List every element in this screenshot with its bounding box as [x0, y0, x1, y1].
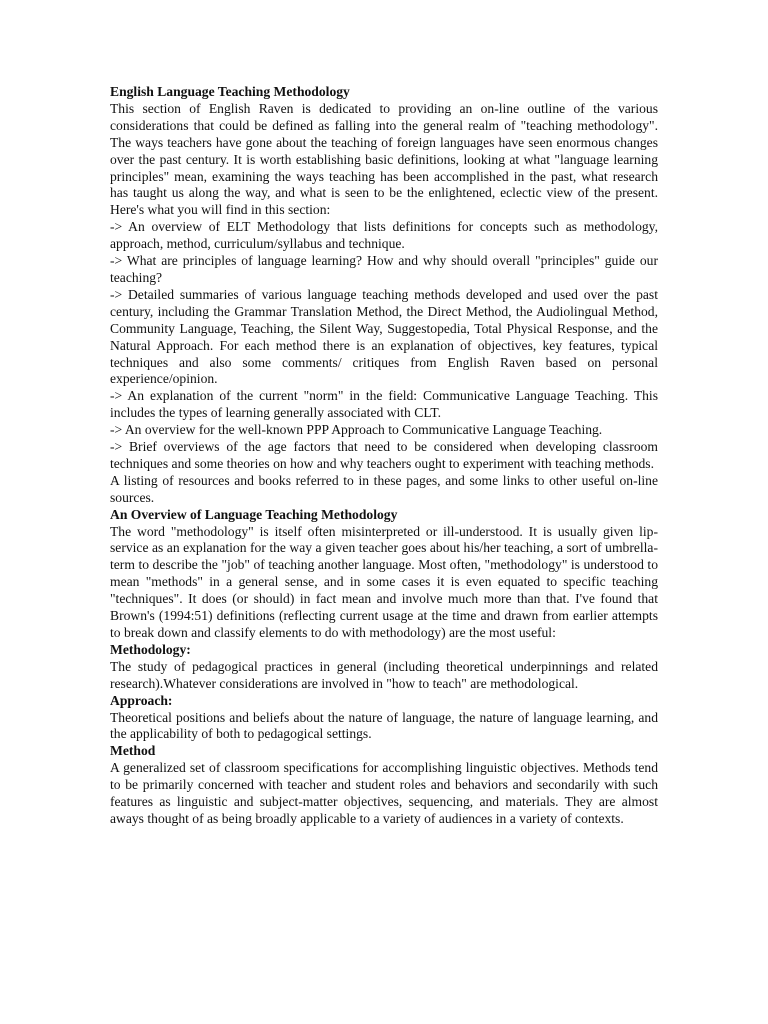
bullet-item: -> What are principles of language learning? How and why should overall "principles" guide our teaching? — [110, 253, 658, 285]
bullet-item: -> An explanation of the current "norm" in the field: Communicative Language Teaching. This includes the types of learning generally associated with CLT. — [110, 388, 658, 421]
overview-heading: An Overview of Language Teaching Methodology — [110, 506, 398, 522]
method-heading: Method — [110, 743, 156, 759]
bullet-item: -> An overview for the well-known PPP Approach to Communicative Language Teaching. — [110, 422, 603, 438]
document-page — [110, 84, 658, 828]
bullet-item: -> Detailed summaries of various language teaching methods developed and used over the past century, including the Grammar Translation Method, the Direct Method, the Audiolingual Method, Community Language, Teaching, the Silent Way, Suggestopedia, Total Physical Response, and the Natural Approach. For each method there is an explanation of objectives, key features, typical techniques and also some comments/ critiques from English Raven based on personal experience/opinion. — [110, 286, 658, 387]
approach-heading: Approach: — [110, 692, 173, 708]
method-paragraph: A generalized set of classroom specifications for accomplishing linguistic objectives. Methods tend to be primarily concerned with teacher and student roles and behaviors and secondarily with such features as linguistic and subject-matter objectives, sequencing, and materials. They are almost aways thought of as being broadly applicable to a variety of audiences in a variety of contexts. — [110, 760, 658, 826]
methodology-paragraph: The study of pedagogical practices in general (including theoretical underpinnings and related research).Whatever considerations are involved in "how to teach" are methodological. — [110, 658, 658, 691]
bullet-item: -> Brief overviews of the age factors that need to be considered when developing classroom techniques and some theories on how and why teachers ought to experiment with teaching methods. — [110, 439, 658, 471]
bullet-item: -> An overview of ELT Methodology that lists definitions for concepts such as methodology, approach, method, curriculum/syllabus and technique. — [110, 219, 658, 252]
resources-paragraph: A listing of resources and books referred to in these pages, and some links to other useful on-line sources. — [110, 472, 658, 505]
intro-paragraph: This section of English Raven is dedicated to providing an on-line outline of the various considerations that could be defined as falling into the general realm of "teaching methodology". The ways teachers have gone about the teaching of foreign languages have seen enormous changes over the past century. It is worth establishing basic definitions, looking at what "language learning principles" mean, examining the ways teaching has been accomplished in the past, what research has taught us along the way, and what is seen to be the enlightened, eclectic view of the present. Here's what you will find in this section: — [110, 100, 658, 218]
methodology-heading: Methodology: — [110, 641, 191, 657]
document-title: English Language Teaching Methodology — [110, 84, 350, 99]
approach-paragraph: Theoretical positions and beliefs about the nature of language, the nature of language learning, and the applicability of both to pedagogical settings. — [110, 709, 658, 742]
overview-paragraph: The word "methodology" is itself often misinterpreted or ill-understood. It is usually given lip-service as an explanation for the way a given teacher goes about his/her teaching, a sort of umbrella-term to describe the "job" of teaching another language. Most often, "methodology" is understood to mean "methods" in a general sense, and in some cases it is even equated to specific teaching "techniques". It does (or should) in fact mean and involve much more than that. I've found that Brown's (1994:51) definitions (reflecting current usage at the time and drawn from earlier attempts to break down and classify elements to do with methodology) are the most useful: — [110, 523, 658, 640]
